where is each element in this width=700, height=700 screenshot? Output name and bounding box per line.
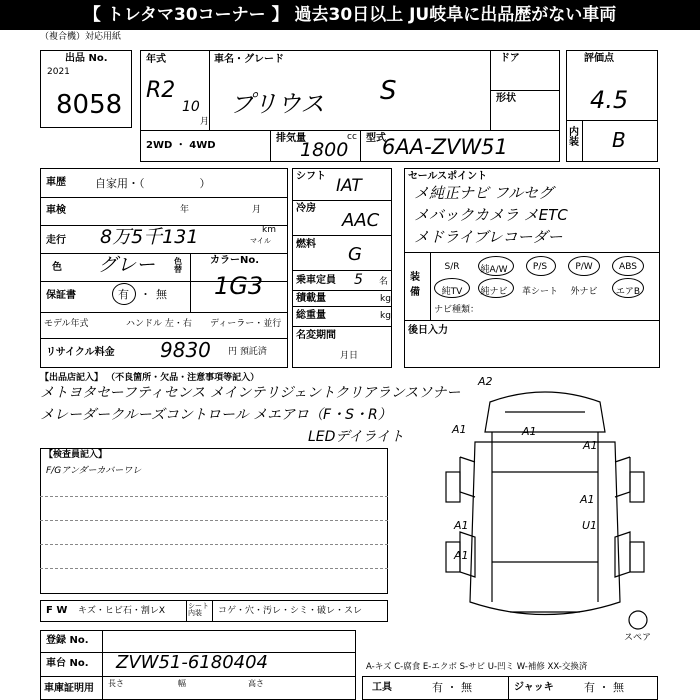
displacement-unit: cc [347,132,357,142]
warranty-yes: 有 [118,288,129,301]
inspection-label: 車検 [46,205,66,216]
gross-label: 総重量 [296,310,326,321]
model-label: 車名・グレード [214,54,284,65]
warranty-no: 無 [156,288,167,301]
cert-width: 幅 [178,679,186,688]
lot-label: 出品 No. [65,53,108,64]
inspection-year-unit: 年 [180,205,190,215]
lot-year-tag: 2021 [47,67,70,77]
handle-side: ハンドル 左・右 [126,319,192,329]
rear-input-label: 後日入力 [408,325,448,336]
damage-mark-6: A1 [454,519,469,532]
recycle-unit: 円 預託済 [228,347,267,357]
history-value: 自家用・（ ） [95,177,211,190]
warranty-label: 保証書 [46,290,76,301]
navi-type-label: ナビ種類： [434,305,480,315]
dealer-import: ディーラー・並行 [210,319,282,329]
capacity-value: 5 [354,272,363,288]
cert-label: 車庫証明用 [44,683,94,694]
fw-items: キズ・ヒビ石・割レX [78,606,165,616]
cooling-value: AAC [342,210,380,231]
capacity-label: 乗車定員 [296,275,336,286]
load-label: 積載量 [296,293,326,304]
color-label: 色 [52,262,62,273]
chassis-value: ZVW51-6180404 [116,652,269,673]
interior-label: 内装 [569,127,579,148]
fuel-label: 燃料 [296,239,316,250]
mileage-label: 走行 [46,235,66,246]
sales-point-2: メバックカメラ メETC [414,206,568,224]
model-grade: S [380,76,397,106]
name-change-label: 名変期間 [296,330,336,341]
equipment-label: 装備 [410,272,420,298]
warranty-sep: ・ [140,288,151,301]
seat-items: コゲ・穴・汚レ・シミ・破レ・スレ [218,606,363,616]
capacity-unit: 名 [379,277,389,287]
shift-label: シフト [296,171,326,182]
equip-aftermarket-navi: 外ナビ [570,287,598,297]
damage-mark-2: A1 [522,425,537,438]
equip-genuine-navi: 純ナビ [480,287,508,297]
equip-genuine-tv: 純TV [441,287,463,297]
drive-label: 2WD ・ 4WD [146,140,216,151]
equip-navi-circle [478,278,514,298]
recycle-value: 9830 [160,338,211,362]
name-change-unit: 月日 [340,351,359,361]
mileage-unit-km: km [262,225,276,235]
cert-height: 高さ [248,679,264,688]
history-label: 車歴 [46,177,66,188]
displacement-label: 排気量 [276,133,306,144]
year-value: R2 [146,78,176,103]
tools-value: 有 ・ 無 [432,681,472,694]
model-year-row-label: モデル年式 [44,319,89,329]
sheet-subtitle: （複合機）対応用紙 [40,32,122,42]
gross-unit: kg [380,311,391,321]
model-code-label: 型式 [366,133,386,144]
damage-mark-7: A1 [454,549,469,562]
color-change-label: 色替 [174,257,182,274]
lot-number: 8058 [56,90,123,120]
damage-legend: A-キズ C-腐食 E-エクボ S-サビ U-凹ミ W-補修 XX-交換済 [366,662,588,672]
load-unit: kg [380,294,391,304]
spare-label: スペア [624,633,652,643]
inspector-label: 【検査員記入】 [44,450,108,460]
equip-leather-seat: 革シート [521,287,558,297]
auction-banner: 【 トレタマ30コーナー 】 過去30日以上 JU岐阜に出品歴がない車両 [0,0,700,30]
equip-power-window: P/W [575,262,593,272]
score-label: 評価点 [584,53,614,64]
score-value: 4.5 [590,86,629,114]
equip-tv-circle [434,278,470,298]
interior-value: B [612,128,626,152]
mileage-unit-mile: マイル [250,237,271,245]
remarks-line-3: LEDデイライト [308,429,405,445]
equip-aw-circle [478,256,514,276]
year-month: 10 [182,99,200,115]
damage-mark-3: A1 [583,439,598,452]
chassis-label: 車台 No. [46,658,89,669]
jack-label: ジャッキ [514,682,554,693]
damage-mark-1: A1 [452,423,467,436]
damage-mark-4: A1 [580,493,595,506]
displacement-value: 1800 [300,139,349,161]
inspection-month-unit: 月 [252,205,262,215]
equip-ps-circle [526,256,556,276]
fw-label: F W [46,605,68,616]
remarks-line-2: メレーダークルーズコントロール メエアロ（F・S・R） [40,407,392,423]
seat-label: シート内装 [188,602,209,617]
inspector-note: F/Gアンダーカバーワレ [46,466,142,476]
equip-abs-circle [612,256,644,276]
year-month-unit: 月 [200,117,210,127]
equip-abs: ABS [619,262,637,272]
model-code-value: 6AA-ZVW51 [382,135,508,159]
cooling-label: 冷房 [296,203,316,214]
damage-mark-5: U1 [582,519,598,532]
shift-value: IAT [336,176,362,196]
sales-point-1: メ純正ナビ フルセグ [414,184,554,202]
remarks-line-1: メトヨタセーフティセンス メインテリジェントクリアランスソナー [40,385,461,401]
remarks-label: 【出品店記入】 （不良箇所・欠品・注意事項等記入） [40,373,260,383]
tools-label: 工具 [372,682,392,693]
shape-label: 形状 [496,93,516,104]
fuel-value: G [348,244,362,265]
mileage-value: 8万5千131 [100,226,199,248]
recycle-label: リサイクル料金 [46,347,115,358]
equip-sunroof: S/R [444,262,460,272]
year-label: 年式 [146,54,166,65]
equip-airbag: エアB [615,287,641,297]
equip-genuine-aw: 純A/W [480,265,508,275]
color-no-value: 1G3 [214,272,264,300]
model-name: プリウス [230,90,325,118]
equip-power-steering: P/S [532,262,548,272]
equip-pw-circle [568,256,600,276]
equip-airbag-circle [612,278,644,298]
color-no-label: カラーNo. [210,255,260,266]
registration-label: 登録 No. [46,635,89,646]
jack-value: 有 ・ 無 [584,681,624,694]
damage-mark-a2: A2 [478,375,493,388]
sales-points-label: セールスポイント [408,171,488,182]
color-value: グレー [98,254,156,276]
sales-point-3: メドライブレコーダー [414,228,563,246]
doors-label: ドア [500,53,520,64]
car-damage-diagram [430,372,660,642]
cert-long: 長さ [108,679,124,688]
